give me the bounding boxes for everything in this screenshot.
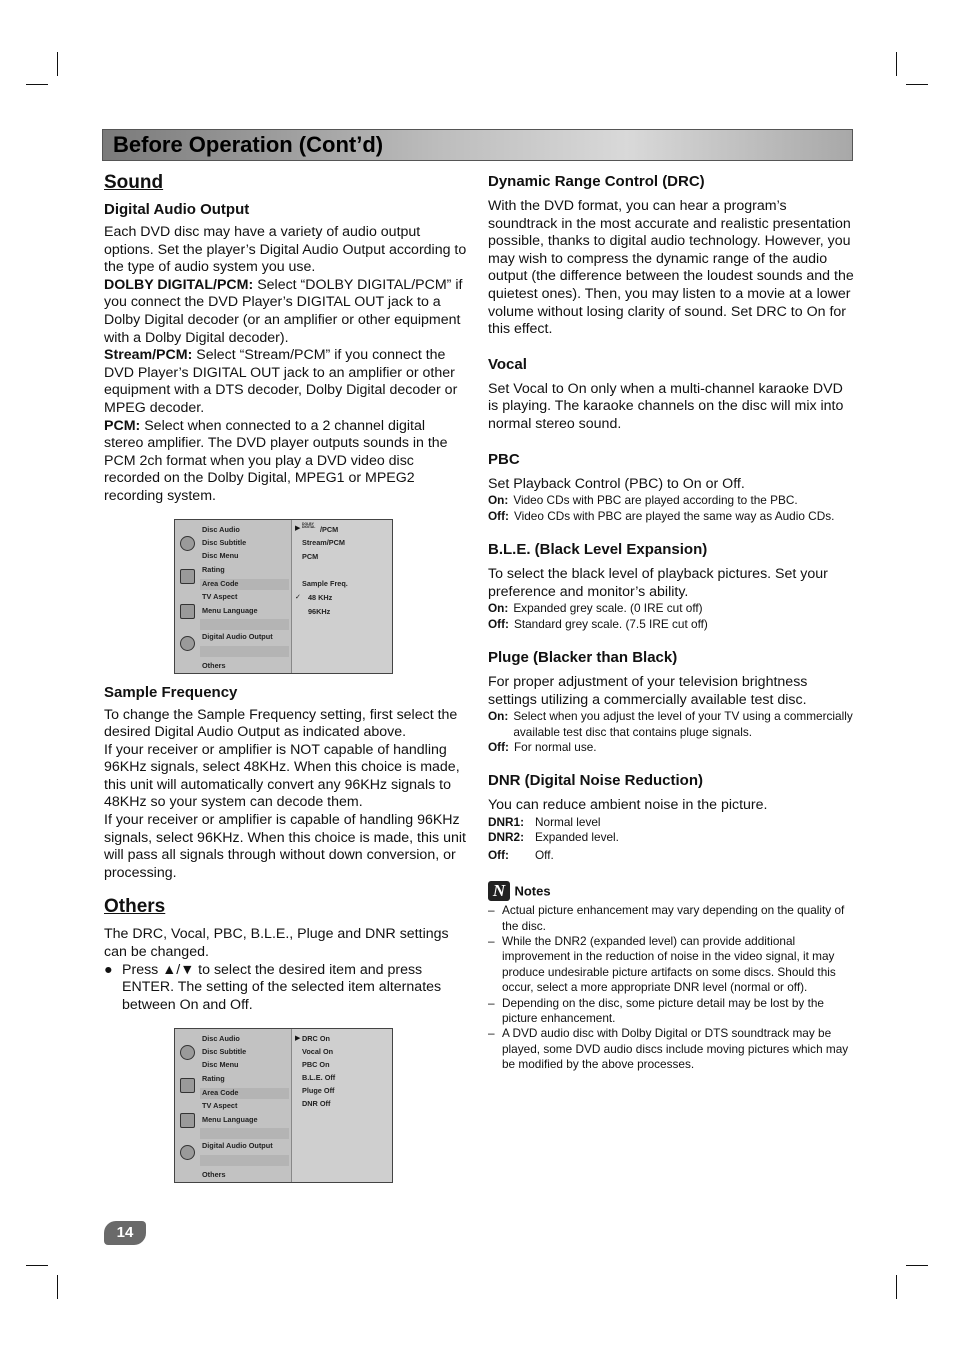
- option-drc[interactable]: DRC On: [302, 1034, 330, 1044]
- ble-text: To select the black level of playback pictures. Set your preference and monitor’s ability.: [488, 565, 828, 600]
- menu-item-disc-subtitle[interactable]: Disc Subtitle: [202, 1047, 247, 1057]
- menu-item-menu-language[interactable]: Menu Language: [202, 1115, 258, 1125]
- dolby-paragraph: [104, 277, 468, 347]
- pluge-text: For proper adjustment of your television brightness settings utilizing a commercially available test disc.: [488, 673, 808, 708]
- dnr-off-row: [488, 848, 854, 863]
- dao-text: Each DVD disc may have a variety of audio output options. Set the player’s Digital Audio Output according to the type of audio system you use.: [104, 224, 467, 276]
- dnr-off-text: Off.: [535, 847, 554, 862]
- lock-icon: [180, 569, 195, 584]
- left-column: [104, 172, 468, 1183]
- osd-menu-others: [174, 1028, 393, 1183]
- osd-menu-digital-audio: [174, 519, 393, 674]
- pbc-on-text: Video CDs with PBC are played according to the PBC.: [513, 493, 798, 508]
- notes-header: [488, 881, 854, 901]
- option-stream-pcm[interactable]: Stream/PCM: [302, 537, 345, 547]
- menu-item-others[interactable]: Others: [202, 1170, 226, 1180]
- crop-mark: [906, 1265, 928, 1266]
- crop-mark: [906, 84, 928, 85]
- pbc-on-label: On:: [488, 493, 509, 508]
- option-48khz[interactable]: 48 KHz: [308, 592, 333, 602]
- menu-item-others[interactable]: Others: [202, 660, 226, 670]
- menu-item-area-code[interactable]: Area Code: [202, 578, 239, 588]
- crop-mark: [896, 1275, 897, 1299]
- option-dolby-pcm[interactable]: /PCM: [320, 524, 339, 534]
- pluge-off-row: [488, 740, 854, 755]
- crop-mark: [896, 52, 897, 76]
- pluge-off-label: Off:: [488, 739, 509, 754]
- ble-on-text: Expanded grey scale. (0 IRE cut off): [513, 601, 703, 616]
- dolby-label: DOLBY DIGITAL/PCM:: [104, 276, 254, 293]
- ble-on-label: On:: [488, 601, 509, 616]
- dolby-digital-logo: DOLBY DIGITAL: [302, 521, 316, 530]
- menu-item-disc-audio[interactable]: Disc Audio: [202, 524, 240, 534]
- menu-item-digital-audio-output[interactable]: Digital Audio Output: [202, 1141, 273, 1151]
- dash-icon: –: [488, 903, 495, 918]
- sample-freq-label: Sample Freq.: [302, 578, 348, 588]
- menu-item-tv-aspect[interactable]: TV Aspect: [202, 591, 238, 601]
- pcm-text: Select when connected to a 2 channel digital stereo amplifier. The DVD player outputs sounds in the PCM 2ch format when you play a DVD video disc recorded on the Dolby Digital, MPEG1 or MPEG2 recording system.: [104, 417, 448, 504]
- menu-row-highlight: [200, 1128, 289, 1139]
- note-text: A DVD audio disc with Dolby Digital or DTS soundtrack may be played, some DVD audio discs include moving pictures which may be modified by the above processes.: [502, 1026, 849, 1072]
- menu-item-area-code[interactable]: Area Code: [202, 1088, 239, 1098]
- pbc-off-row: [488, 509, 854, 524]
- dnr1-row: [488, 815, 854, 830]
- others-bullet-text: Press ▲/▼ to select the desired item and press ENTER. The setting of the selected item alternates between On and Off.: [122, 961, 442, 1013]
- vocal-heading: Vocal: [488, 355, 527, 373]
- pluge-off-text: For normal use.: [513, 739, 597, 754]
- menu-divider: [291, 520, 292, 673]
- cursor-arrow-icon: ▶: [295, 1035, 301, 1043]
- dash-icon: –: [488, 995, 495, 1010]
- pcm-label: PCM:: [104, 417, 141, 434]
- sound-heading: Sound: [104, 172, 164, 193]
- dash-icon: –: [488, 933, 495, 948]
- digital-audio-output-heading: Digital Audio Output: [104, 201, 250, 218]
- page-number: 14: [104, 1221, 146, 1245]
- dnr-heading: DNR (Digital Noise Reduction): [488, 772, 704, 790]
- menu-item-disc-menu[interactable]: Disc Menu: [202, 550, 239, 560]
- menu-divider: [291, 1029, 292, 1182]
- menu-item-disc-audio[interactable]: Disc Audio: [202, 1034, 240, 1044]
- pbc-text: Set Playback Control (PBC) to On or Off.: [488, 475, 745, 492]
- option-96khz[interactable]: 96KHz: [308, 606, 331, 616]
- notes-icon: N: [488, 881, 510, 901]
- note-text: Actual picture enhancement may vary depending on the quality of the disc.: [502, 903, 845, 933]
- menu-item-rating[interactable]: Rating: [202, 564, 225, 574]
- menu-row-highlight: [200, 1155, 289, 1166]
- note-item: [488, 934, 854, 996]
- stream-text: Select “Stream/PCM” if you connect the DVD Player’s DIGITAL OUT jack to an amplifier or other equipment with a DTS decoder, Dolby Digital decoder or MPEG decoder.: [104, 347, 458, 416]
- dnr1-text: Normal level: [535, 814, 601, 829]
- menu-item-disc-subtitle[interactable]: Disc Subtitle: [202, 537, 247, 547]
- pbc-on-row: [488, 493, 854, 508]
- page-title: Before Operation (Cont’d): [113, 132, 384, 157]
- ble-on-row: [488, 601, 854, 616]
- menu-item-rating[interactable]: Rating: [202, 1074, 225, 1084]
- dnr-text: You can reduce ambient noise in the picture.: [488, 797, 768, 814]
- option-pbc[interactable]: PBC On: [302, 1060, 330, 1070]
- stream-paragraph: [104, 347, 468, 417]
- sf-text-1: To change the Sample Frequency setting, first select the desired Digital Audio Output as indicated above.: [104, 706, 458, 741]
- pbc-off-text: Video CDs with PBC are played the same way as Audio CDs.: [513, 508, 835, 523]
- stream-label: Stream/PCM:: [104, 347, 193, 364]
- crop-mark: [57, 1275, 58, 1299]
- menu-item-disc-menu[interactable]: Disc Menu: [202, 1060, 239, 1070]
- note-item: [488, 1026, 854, 1072]
- note-text: Depending on the disc, some picture detail may be lost by the picture enhancement.: [502, 995, 824, 1025]
- drc-heading: Dynamic Range Control (DRC): [488, 173, 705, 190]
- pcm-paragraph: [104, 418, 468, 506]
- ble-off-text: Standard grey scale. (7.5 IRE cut off): [513, 616, 708, 631]
- note-item: [488, 996, 854, 1027]
- vocal-text: Set Vocal to On only when a multi-channel karaoke DVD is playing. The karaoke channels on the disc will mix into normal stereo sound.: [488, 380, 844, 432]
- dolby-text: Select “DOLBY DIGITAL/PCM” if you connect the DVD Player’s DIGITAL OUT jack to a Dolby Digital decoder (or an amplifier or other equipment with a Dolby Digital decoder).: [104, 276, 463, 346]
- checkmark-icon: ✓: [295, 593, 301, 601]
- crop-mark: [57, 52, 58, 76]
- option-vocal[interactable]: Vocal On: [302, 1047, 334, 1057]
- dnr2-row: [488, 830, 854, 845]
- dash-icon: –: [488, 1026, 495, 1041]
- ble-off-row: [488, 617, 854, 632]
- speaker-icon: [180, 636, 195, 651]
- right-column: [488, 172, 854, 1073]
- pbc-off-label: Off:: [488, 508, 509, 523]
- dnr-off-label: Off:: [488, 847, 509, 862]
- disc-icon: [180, 536, 195, 551]
- drc-text: With the DVD format, you can hear a program’s soundtrack in the most accurate and realistic presentation possible, thanks to digital audio technology. However, you may wish to compress the dynamic range of the audio output (the difference between the loudest sounds and the quietest ones). Then, you may listen to a movie at a lower volume without losing clarity of sound. Set DRC to On for this effect.: [488, 198, 854, 338]
- sf-text-2: If your receiver or amplifier is NOT capable of handling 96KHz signals, select 48KHz. When this choice is made, this unit will automatically convert any 96KHz signals to 48KHz so your system can decode them.: [104, 741, 460, 811]
- notes-heading: Notes: [514, 883, 551, 899]
- others-heading: Others: [104, 896, 166, 918]
- note-text: While the DNR2 (expanded level) can provide additional improvement in the reduction of noise in the video signal, it may produce undesirable picture artifacts on some discs. Should this occur, select a more appropriate DNR level (normal or off).: [502, 933, 836, 995]
- sf-text-3: If your receiver or amplifier is capable of handling 96KHz signals, select 96KHz. When this choice is made, this unit will pass all signals through without down conversion, or processing.: [104, 812, 466, 881]
- bullet-icon: ●: [104, 961, 113, 978]
- menu-row-highlight: [200, 619, 289, 630]
- others-text: The DRC, Vocal, PBC, B.L.E., Pluge and DNR settings can be changed.: [104, 926, 449, 961]
- option-ble[interactable]: B.L.E. Off: [302, 1073, 336, 1083]
- menu-item-menu-language[interactable]: Menu Language: [202, 605, 258, 615]
- option-pluge[interactable]: Pluge Off: [302, 1086, 335, 1096]
- title-bar: [102, 129, 853, 161]
- sample-frequency-heading: Sample Frequency: [104, 683, 238, 701]
- crop-mark: [26, 84, 48, 85]
- pluge-on-label: On:: [488, 709, 509, 724]
- pluge-heading: Pluge (Blacker than Black): [488, 648, 678, 666]
- crop-mark: [26, 1265, 48, 1266]
- pluge-on-row: [488, 709, 854, 740]
- book-icon: [180, 604, 195, 619]
- note-item: [488, 903, 854, 934]
- others-bullet: [104, 962, 468, 1015]
- pbc-heading: PBC: [488, 450, 520, 468]
- option-dnr[interactable]: DNR Off: [302, 1099, 331, 1109]
- book-icon: [180, 1113, 195, 1128]
- dnr2-label: DNR2:: [488, 830, 525, 845]
- cursor-arrow-icon: ▶: [295, 524, 301, 532]
- menu-row-highlight: [200, 646, 289, 657]
- ble-heading: B.L.E. (Black Level Expansion): [488, 540, 708, 558]
- option-pcm[interactable]: PCM: [302, 551, 319, 561]
- dnr2-text: Expanded level.: [535, 830, 619, 845]
- dnr1-label: DNR1:: [488, 814, 525, 829]
- lock-icon: [180, 1078, 195, 1093]
- menu-item-tv-aspect[interactable]: TV Aspect: [202, 1101, 238, 1111]
- pluge-on-text: Select when you adjust the level of your TV using a commercially available test disc that contains pluge signals.: [513, 709, 853, 739]
- ble-off-label: Off:: [488, 616, 509, 631]
- menu-item-digital-audio-output[interactable]: Digital Audio Output: [202, 631, 273, 641]
